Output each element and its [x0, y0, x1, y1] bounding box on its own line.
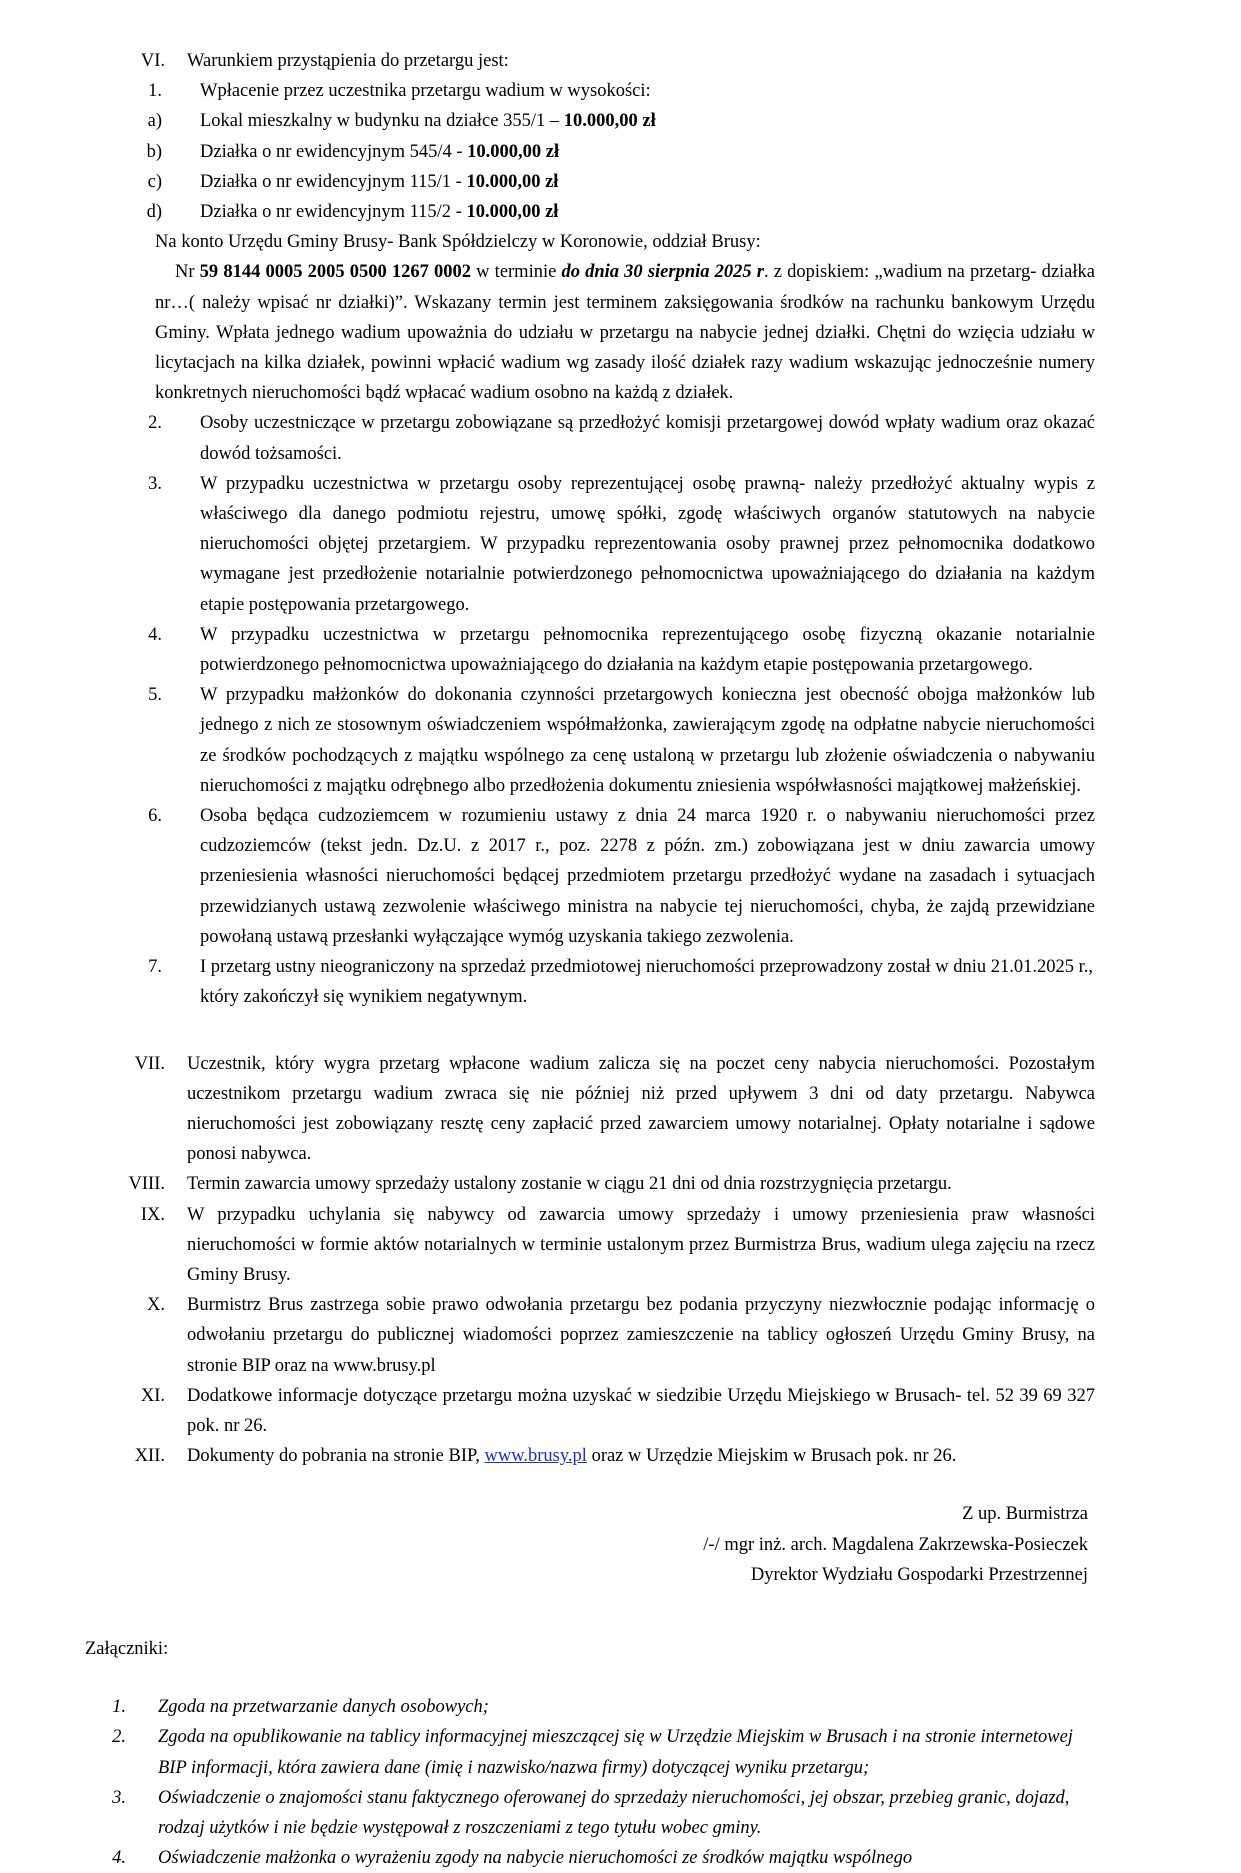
attachment-item-3-text: Oświadczenie o znajomości stanu faktycznego oferowanej do sprzedaży nieruchomości, jej obszar, przebieg granic, dojazd, rodzaj użytków i nie będzie występował z roszczeniami z tego tytułu wobec gminy. — [158, 1787, 1070, 1838]
brusy-website-link[interactable]: www.brusy.pl — [484, 1446, 587, 1467]
deposit-item-b-text — [200, 137, 1095, 167]
deposit-item-a-marker: a) — [147, 111, 162, 132]
section-vi-item-5-marker: 5. — [148, 685, 162, 706]
section-vi-item-4-row — [0, 620, 1241, 680]
section-vi-item-3-text: W przypadku uczestnictwa w przetargu osoby reprezentującej osobę prawną- należy przedłożyć aktualny wypis z właściwego dla danego podmiotu rejestru, umowę spółki, zgodę właściwych organów statutowych na nabycie nieruchomości objętej przetargiem. W przypadku reprezentowania osoby prawnej przez pełnomocnika dodatkowo wymagane jest przedłożenie notarialnie potwierdzonego pełnomocnictwa upoważniającego do działania na każdym etapie postępowania przetargowego. — [200, 473, 1095, 615]
section-vi-item-3-marker: 3. — [148, 473, 162, 494]
account-number: 59 8144 0005 2005 0500 1267 0002 — [199, 262, 472, 283]
deposit-item-a-amount: 10.000,00 zł — [563, 111, 656, 132]
section-xii-before-link: Dokumenty do pobrania na stronie BIP, — [187, 1446, 485, 1467]
deposit-item-d-marker: d) — [146, 202, 162, 223]
deposit-item-c-text — [200, 167, 1095, 197]
section-vi-item-1-marker: 1. — [148, 81, 162, 102]
section-vi-item-7-row — [0, 952, 1241, 1012]
section-vi-item-5-row — [0, 680, 1241, 801]
deposit-item-c-amount: 10.000,00 zł — [466, 171, 559, 192]
section-vii-text: Uczestnik, który wygra przetarg wpłacone wadium zalicza się na poczet ceny nabycia nieruchomości. Pozostałym uczestnikom przetargu wadium zwraca się nie później niż przed upływem 3 dni od daty przetargu. Nabywca nieruchomości jest zobowiązany resztę ceny zapłacić przed zawarciem umowy notarialnej. Opłaty notarialne i sądowe ponosi nabywca. — [187, 1053, 1095, 1165]
deposit-item-d-row — [0, 197, 1241, 227]
attachment-item-2-marker: 2. — [112, 1727, 126, 1748]
attachment-item-3-marker: 3. — [112, 1787, 126, 1808]
spacer-before-signature — [0, 1471, 1241, 1499]
section-xi-row — [0, 1381, 1241, 1441]
deposit-item-a-text — [200, 106, 1095, 136]
deposit-item-c-label: Działka o nr ewidencyjnym 115/1 - — [200, 171, 467, 192]
section-vi-item-1-text: Wpłacenie przez uczestnika przetargu wadium w wysokości: — [200, 81, 651, 102]
payment-deadline: do dnia 30 sierpnia 2025 r — [561, 262, 764, 283]
attachment-item-4-marker: 4. — [112, 1848, 126, 1869]
attachments-title: Załączniki: — [85, 1638, 169, 1659]
bank-account-line: Na konto Urzędu Gminy Brusy- Bank Spółdzielczy w Koronowie, oddział Brusy: — [155, 232, 761, 253]
section-vi-heading-row — [0, 46, 1241, 76]
section-vi-item-7-text: I przetarg ustny nieograniczony na sprzedaż przedmiotowej nieruchomości przeprowadzony został w dniu 21.01.2025 r., który zakończył się wynikiem negatywnym. — [200, 957, 1094, 1008]
signature-line-1: Z up. Burmistrza — [962, 1504, 1088, 1525]
section-vi-item-4-marker: 4. — [148, 624, 162, 645]
section-vii-row — [0, 1049, 1241, 1170]
attachment-item-2-row — [0, 1722, 1241, 1782]
account-prefix: Nr — [175, 262, 200, 283]
section-vi-marker: VI. — [140, 51, 165, 71]
section-ix-row — [0, 1200, 1241, 1291]
spacer-after-attachments-title — [0, 1664, 1241, 1692]
section-xii-row — [0, 1441, 1241, 1471]
attachment-item-1-text: Zgoda na przetwarzanie danych osobowych; — [158, 1697, 489, 1718]
section-vi-heading-text: Warunkiem przystąpienia do przetargu jest: — [187, 51, 509, 71]
account-suffix: . z dopiskiem: „wadium na przetarg- działka nr…( należy wpisać nr działki)”. Wskazany termin jest terminem zaksięgowania środków na rachunku bankowym Urzędu Gminy. Wpłata jednego wadium upoważnia do udziału w przetargu na nabycie jednej działki. Chętni do wzięcia udziału w licytacjach na kilka działek, powinni wpłacić wadium wg zasady ilość działek razy wadium wskazując jednocześnie numery konkretnych nieruchomości bądź wpłacać wadium osobno na każdą z działek. — [155, 262, 1095, 404]
section-xi-marker: XI. — [140, 1385, 165, 1406]
section-vi-item-6-text: Osoba będąca cudzoziemcem w rozumieniu ustawy z dnia 24 marca 1920 r. o nabywaniu nieruchomości przez cudzoziemców (tekst jedn. Dz.U. z 2017 r., poz. 2278 z późn. zm.) zobowiązana jest w dniu zawarcia umowy przeniesienia własności nieruchomości będącej przedmiotem przetargu przedłożyć wydane na zasadach i sytuacjach przewidzianych ustawą zezwolenie właściwego ministra na nabycie tej nieruchomości, chyba, że zajdą przewidziane powołaną ustawą przesłanki wyłączające wymóg uzyskania takiego zezwolenia. — [200, 806, 1095, 947]
section-vi-item-2-marker: 2. — [148, 413, 162, 434]
attachment-item-4-row — [0, 1843, 1241, 1873]
signature-line-2: /-/ mgr inż. arch. Magdalena Zakrzewska-Posieczek — [703, 1534, 1088, 1555]
deposit-item-a-row — [0, 106, 1241, 136]
spacer-before-section-vii — [0, 1013, 1241, 1049]
section-vi-item-6-marker: 6. — [148, 806, 162, 827]
section-vi-item-3-row — [0, 469, 1241, 620]
deposit-item-b-label: Działka o nr ewidencyjnym 545/4 - — [200, 141, 468, 162]
section-vi-item-2-text: Osoby uczestniczące w przetargu zobowiązane są przedłożyć komisji przetargowej dowód wpłaty wadium oraz okazać dowód tożsamości. — [200, 413, 1095, 464]
top-spacer — [0, 0, 1241, 46]
section-x-marker: X. — [147, 1295, 165, 1316]
section-xi-text: Dodatkowe informacje dotyczące przetargu można uzyskać w siedzibie Urzędu Miejskiego w Brusach- tel. 52 39 69 327 pok. nr 26. — [187, 1385, 1095, 1436]
bank-account-paragraph — [155, 257, 1095, 408]
section-x-row — [0, 1290, 1241, 1381]
section-xii-after-link: oraz w Urzędzie Miejskim w Brusach pok. nr 26. — [586, 1446, 957, 1467]
deposit-item-b-row — [0, 137, 1241, 167]
deposit-item-d-amount: 10.000,00 zł — [466, 202, 559, 223]
section-vi-item-2-row — [0, 408, 1241, 468]
deposit-item-d-label: Działka o nr ewidencyjnym 115/2 - — [200, 202, 467, 223]
attachment-item-1-row — [0, 1692, 1241, 1722]
section-ix-text: W przypadku uchylania się nabywcy od zawarcia umowy sprzedaży i umowy przeniesienia praw własności nieruchomości w formie aktów notarialnych w terminie ustalonym przez Burmistrza Brus, wadium ulega zajęciu na rzecz Gminy Brusy. — [187, 1204, 1095, 1285]
section-vi-item-5-text: W przypadku małżonków do dokonania czynności przetargowych konieczna jest obecność obojga małżonków lub jednego z nich ze stosownym oświadczeniem współmałżonka, zawierającym zgodę na odpłatne nabycie nieruchomości ze środków pochodzących z majątku wspólnego za cenę ustaloną w przetargu lub złożenie oświadczenia o nabywaniu nieruchomości z majątku odrębnego albo przedłożenia dokumentu zniesienia współwłasności majątkowej małżeńskiej. — [200, 685, 1095, 796]
deposit-item-c-marker: c) — [147, 171, 162, 192]
section-xii-text — [187, 1441, 1095, 1471]
section-vi-item-6-row — [0, 801, 1241, 952]
deposit-item-c-row — [0, 167, 1241, 197]
attachment-item-1-marker: 1. — [112, 1697, 126, 1718]
attachment-item-2-text: Zgoda na opublikowanie na tablicy informacyjnej mieszczącej się w Urzędzie Miejskim w Brusach i na stronie internetowej BIP informacji, która zawiera dane (imię i nazwisko/nazwa firmy) dotyczącej wyniku przetargu; — [158, 1727, 1073, 1778]
deposit-item-d-text — [200, 197, 1095, 227]
section-vi-item-7-marker: 7. — [148, 957, 162, 978]
signature-line-3: Dyrektor Wydziału Gospodarki Przestrzennej — [750, 1564, 1088, 1585]
section-xii-marker: XII. — [134, 1446, 165, 1467]
section-vii-marker: VII. — [134, 1053, 165, 1074]
attachment-item-3-row — [0, 1783, 1241, 1843]
deposit-item-b-marker: b) — [146, 141, 162, 162]
section-viii-text: Termin zawarcia umowy sprzedaży ustalony zostanie w ciągu 21 dni od dnia rozstrzygnięcia przetargu. — [187, 1174, 952, 1195]
account-mid: w terminie — [471, 262, 562, 283]
section-vi-item-1-row — [0, 76, 1241, 106]
attachment-item-4-text: Oświadczenie małżonka o wyrażeniu zgody na nabycie nieruchomości ze środków majątku wspólnego — [158, 1848, 913, 1869]
deposit-item-b-amount: 10.000,00 zł — [467, 141, 560, 162]
section-viii-row — [0, 1169, 1241, 1199]
section-viii-marker: VIII. — [128, 1174, 165, 1195]
section-ix-marker: IX. — [140, 1204, 165, 1225]
deposit-item-a-label: Lokal mieszkalny w budynku na działce 355/1 – — [200, 111, 564, 132]
section-x-text: Burmistrz Brus zastrzega sobie prawo odwołania przetargu bez podania przyczyny niezwłocznie podając informację o odwołaniu przetargu do publicznej wiadomości poprzez zamieszczenie na tablicy ogłoszeń Urzędu Gminy Brusy, na stronie BIP oraz na www.brusy.pl — [187, 1295, 1095, 1376]
spacer-before-attachments — [0, 1590, 1241, 1634]
section-vi-item-4-text: W przypadku uczestnictwa w przetargu pełnomocnika reprezentującego osobę fizyczną okazanie notarialnie potwierdzonego pełnomocnictwa upoważniającego do działania na każdym etapie postępowania przetargowego. — [200, 624, 1095, 676]
